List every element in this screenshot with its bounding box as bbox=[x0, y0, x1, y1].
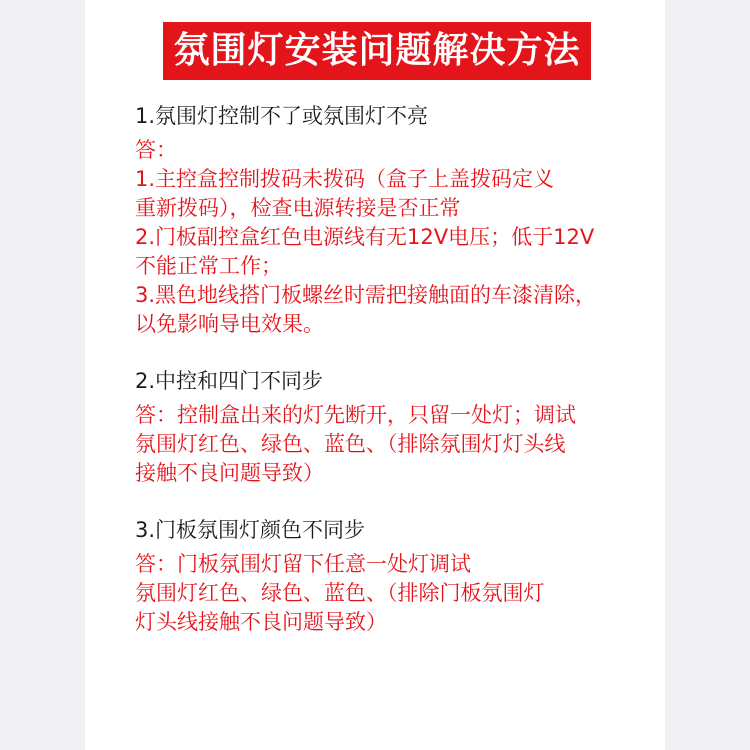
answer-3-line-1: 答：门板氛围灯留下任意一处灯调试 bbox=[135, 552, 471, 576]
answer-3-line-2: 氛围灯红色、绿色、蓝色、（排除门板氛围灯 bbox=[135, 581, 545, 605]
faq-content bbox=[135, 100, 655, 637]
question-3: 3.门板氛围灯颜色不同步 bbox=[135, 518, 366, 542]
question-2: 2.中控和四门不同步 bbox=[135, 369, 324, 393]
answer-1-line-5: 不能正常工作； bbox=[135, 254, 282, 278]
answer-3-line-3: 灯头线接触不良问题导致） bbox=[135, 610, 387, 634]
answer-2-line-3: 接触不良问题导致） bbox=[135, 461, 324, 485]
faq-section-1 bbox=[135, 100, 655, 339]
faq-section-2 bbox=[135, 365, 655, 488]
answer-1-line-6: 3.黑色地线搭门板螺丝时需把接触面的车漆清除， bbox=[135, 283, 597, 307]
answer-1-line-1: 答： bbox=[135, 138, 177, 162]
answer-1-line-2: 1.主控盒控制拨码未拨码（盒子上盖拨码定义 bbox=[135, 167, 555, 191]
answer-2-line-1: 答：控制盒出来的灯先断开，只留一处灯；调试 bbox=[135, 403, 576, 427]
answer-1-line-7: 以免影响导电效果。 bbox=[135, 312, 324, 336]
answer-1-line-3: 重新拨码），检查电源转接是否正常 bbox=[135, 196, 461, 220]
question-1: 1.氛围灯控制不了或氛围灯不亮 bbox=[135, 104, 429, 128]
page-title: 氛围灯安装问题解决方法 bbox=[163, 22, 591, 80]
answer-2-line-2: 氛围灯红色、绿色、蓝色、（排除氛围灯灯头线 bbox=[135, 432, 566, 456]
answer-1-line-4: 2.门板副控盒红色电源线有无12V电压；低于12V bbox=[135, 225, 595, 249]
faq-section-3 bbox=[135, 514, 655, 637]
